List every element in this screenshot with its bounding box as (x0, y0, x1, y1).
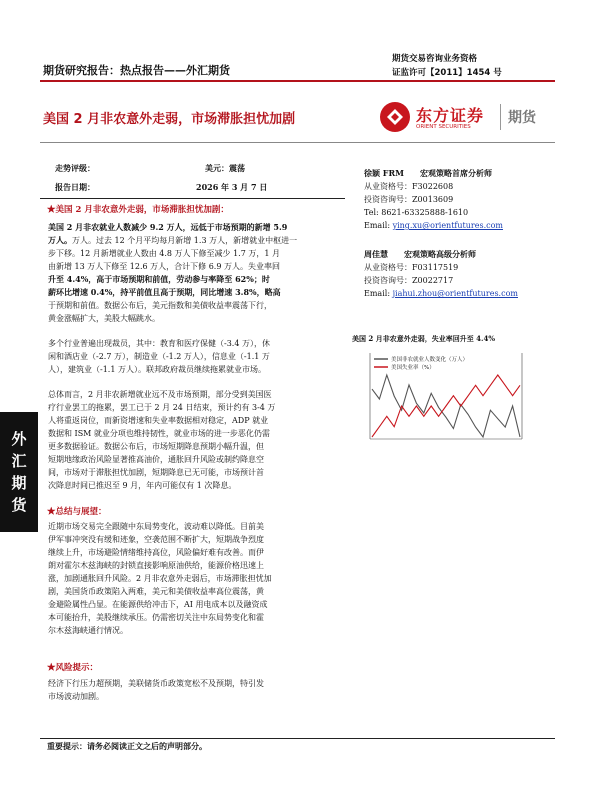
analyst-1-line1: 从业资格号：F3022608 (364, 182, 454, 191)
trend-label: 走势评级： (55, 163, 95, 173)
chart-svg (352, 349, 537, 445)
analyst-2-line2: 投资咨询号：Z0022717 (364, 276, 454, 285)
report-type: 期货研究报告：热点报告——外汇期货 (43, 64, 230, 77)
license-line-2: 证监许可【2011】1454 号 (392, 68, 502, 78)
date-value: 2026 年 3 月 7 日 (196, 182, 268, 192)
section2-paragraph: 近期市场交易完全跟随中东局势变化，波动难以降低。目前美 伊军事冲突没有缓和迹象，空袭范围不断扩大，短期战争烈度 继续上升，市场避险情绪维持高位，风险偏好难有改善。而伊 朗对霍尔木兹海峡的封锁直接影响原油供给，能源价格迅速上 涨，加剧通胀回升风险。2 月非农意外走弱后，市场滞胀担忧加 剧，美国货币政策陷入两难，美元和美债收益率高位震荡，黄 金避险属性凸显。在能源供给冲击下，AI 用电成本以及融资成 本可能抬升，美股继续承压。仍需密切关注中东局势变化和霍 尔木兹海峡通行情况。 (48, 522, 272, 635)
meta-rule (40, 198, 345, 199)
analyst-1: 徐颖 FRM 宏观策略首席分析师 从业资格号：F3022608 投资咨询号：Z0013609 Tel: 8621-63325888-1610 Email: ying.xu@orientfutures.com (364, 167, 564, 232)
trend-item: 美元：震荡 (205, 163, 245, 173)
analyst-1-name: 徐颖 FRM 宏观策略首席分析师 (364, 168, 492, 178)
license-line-1: 期货交易咨询业务资格 (392, 54, 478, 64)
logo-en: ORIENT SECURITIES (416, 124, 471, 130)
logo-mark-icon (378, 100, 412, 134)
section3-paragraph: 经济下行压力超预期，美联储货币政策宽松不及预期，特引发 市场波动加剧。 (48, 679, 264, 701)
analyst-2-name: 周佳慧 宏观策略高级分析师 (364, 249, 476, 259)
legend-label-1: 美国非农就业人数变化（万人） (391, 357, 469, 363)
logo-name: 东方证券 (416, 106, 485, 125)
analyst-2: 周佳慧 宏观策略高级分析师 从业资格号：F03117519 投资咨询号：Z0022717 Email: jiahui.zhou@orientfutures.com (364, 248, 564, 300)
header-rule (40, 80, 555, 82)
section-title-2: ★总结与展望： (47, 507, 107, 517)
chart (352, 349, 537, 445)
analyst-1-email[interactable]: ying.xu@orientfutures.com (392, 221, 503, 230)
series-line-2 (372, 375, 520, 437)
section-title-1: ★美国 2 月非农意外走弱，市场滞胀担忧加剧： (47, 205, 229, 215)
legend-label-2: 美国失业率（%） (391, 365, 435, 371)
analyst-1-line3: Tel: 8621-63325888-1610 (364, 208, 469, 217)
category-side-tab: 外 汇 期 货 (0, 412, 38, 532)
chart-title: 美国 2 月非农意外走弱，失业率回升至 4.4% (352, 334, 496, 343)
section1-paragraph-1: 美国 2 月非农就业人数减少 9.2 万人，远低于市场预期的新增 5.9 万人。万人。过去 12 个月平均每月新增 1.3 万人，新增就业中枢进一 步下移。12 月新增就业人数由 4.8 万人下修至减少 1.7 万，1 月 由新增 13 万人下修至 12.6 万人，合计下修 6.9 万人。失业率回 升至 4.4%，高于市场预期和前值，劳动参与率降至 62%；时 薪环比增速 0.4%，持平前值且高于预期，同比增速 3.8%，略高 于预期和前值。数据公布后，美元指数和美债收益率震荡下行， 黄金涨幅扩大，美股大幅跳水。 (48, 222, 298, 323)
logo-divider (500, 104, 501, 130)
footer-rule (40, 738, 555, 739)
analyst-1-line2: 投资咨询号：Z0013609 (364, 195, 454, 204)
footer-note: 重要提示：请务必阅读正文之后的声明部分。 (47, 741, 207, 751)
company-logo (378, 100, 558, 136)
page-title: 美国 2 月非农意外走弱，市场滞胀担忧加剧 (43, 112, 296, 127)
title-rule (40, 142, 555, 143)
section-title-3: ★风险提示： (47, 663, 99, 673)
section1-paragraph-3: 总体而言，2 月非农新增就业远不及市场预期，部分受到美国医 疗行业罢工的拖累，罢工已于 2 月 24 日结束，预计约有 3-4 万 人将重返岗位，而新资增速和失业率数据相对稳定，ADP 就业 数据和 ISM 就业分项也维持韧性，就业市场的进一步恶化仍需 更多数据验证。数据公布后，市场短期降息预期小幅升温，但 短期地缘政治风险显著推高油价，通胀回升风险或制约降息空 间，市场对于滞胀担忧加剧，短期降息已无可能，市场预计首 次降息时间已推迟至 9 月，年内可能仅有 1 次降息。 (48, 390, 276, 490)
analyst-2-line1: 从业资格号：F03117519 (364, 263, 459, 272)
section1-paragraph-2: 多个行业普遍出现裁员，其中：教育和医疗保健（-3.4 万），休 闲和酒店业（-2.7 万），制造业（-1.2 万人），信息业（-1.1 万 人），建筑业（-1.1 万人）。联邦政府裁员继续拖累就业市场。 (48, 339, 270, 374)
logo-sub: 期货 (508, 110, 536, 126)
analyst-2-email[interactable]: jiahui.zhou@orientfutures.com (392, 289, 518, 298)
date-label: 报告日期： (55, 182, 95, 192)
